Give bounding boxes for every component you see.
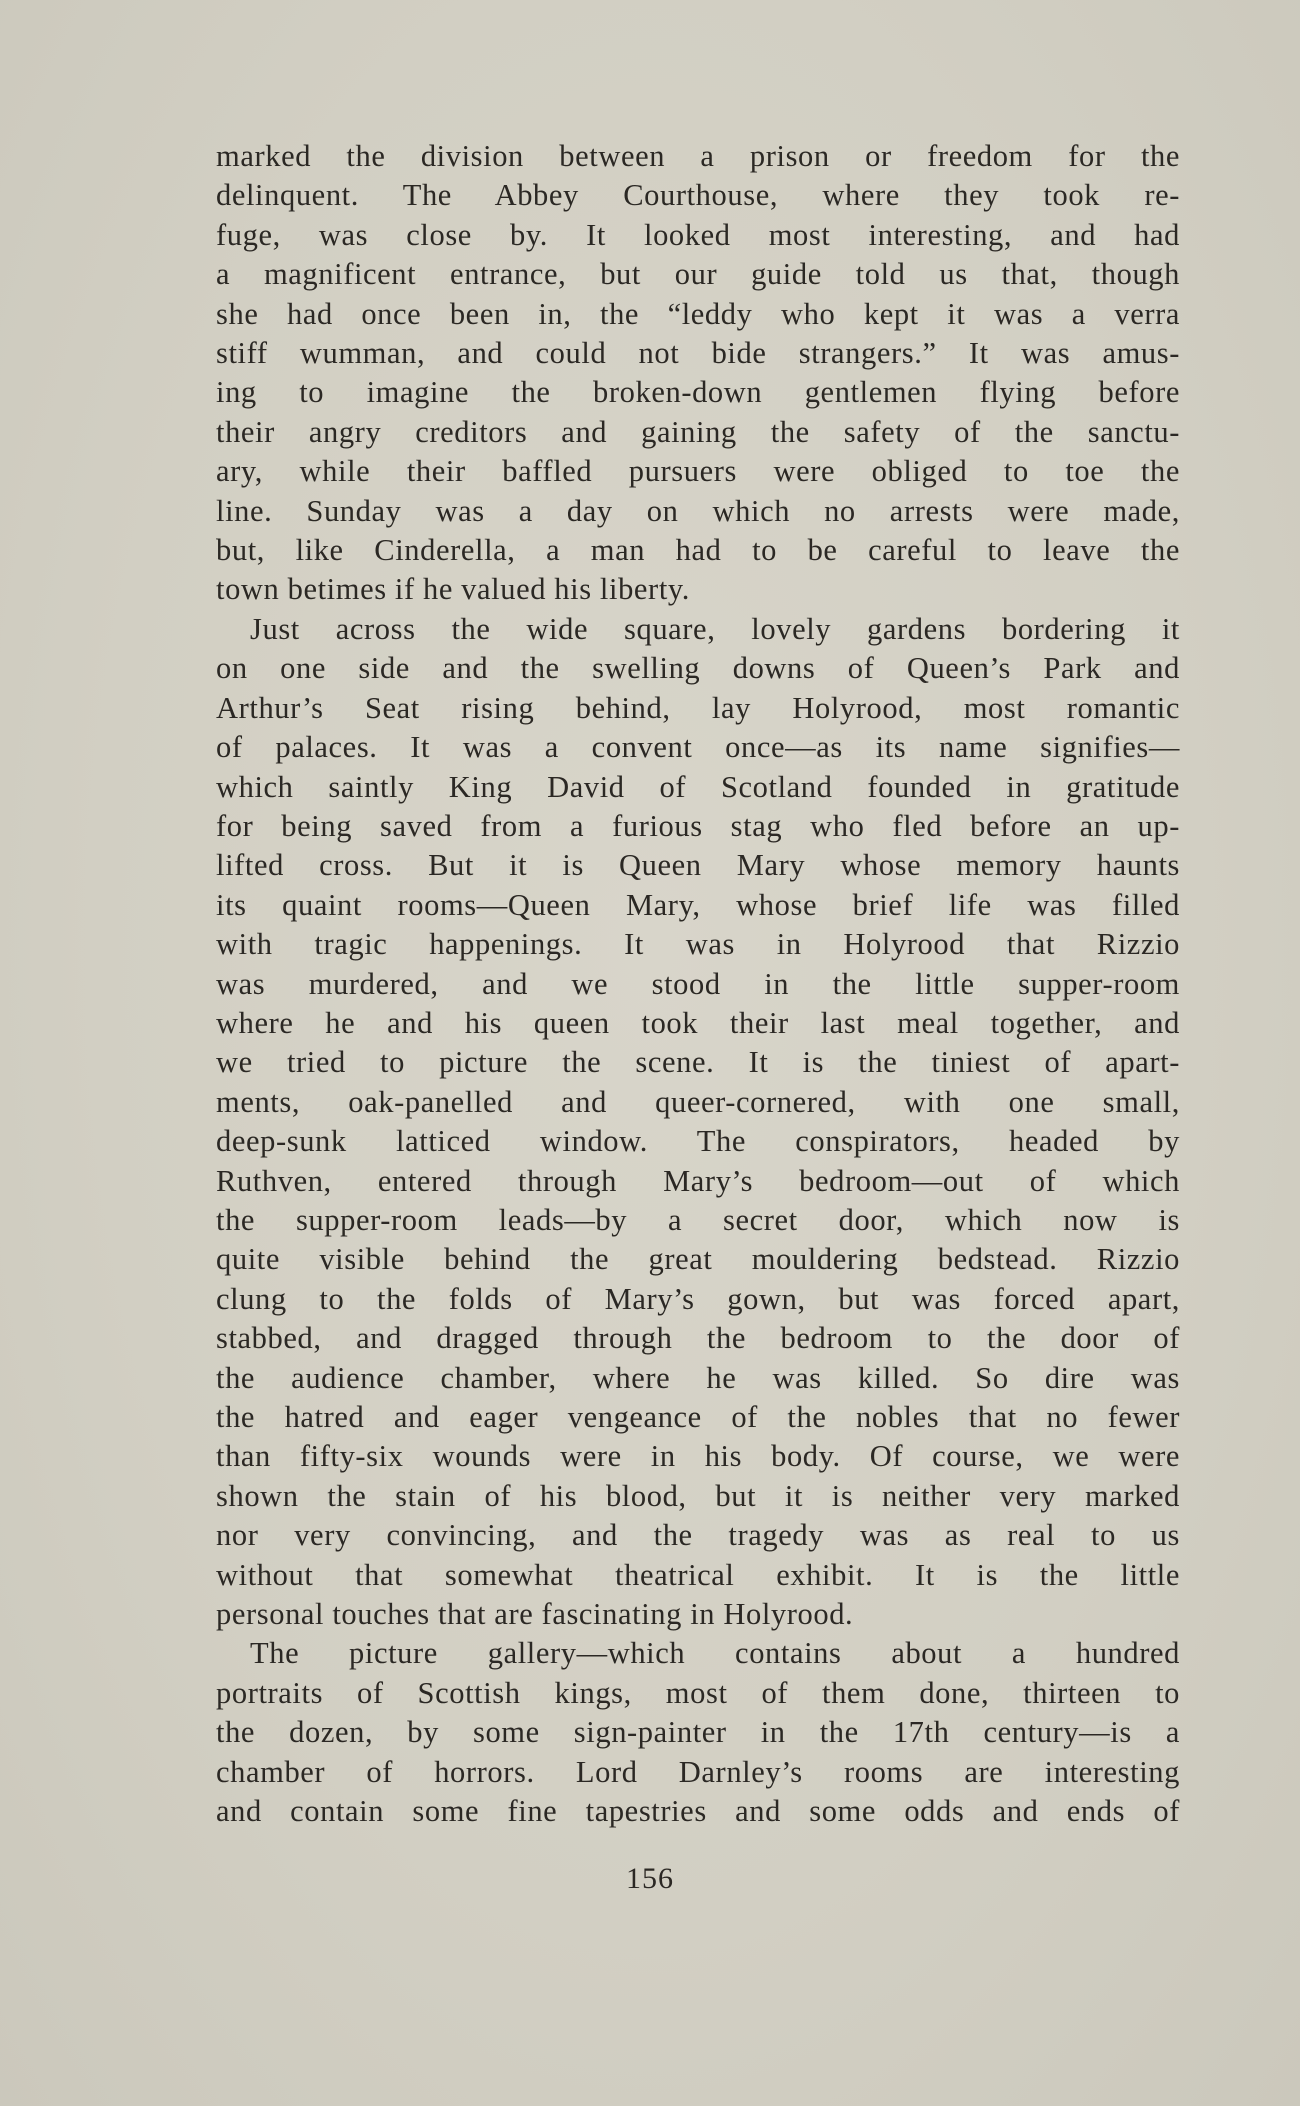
text-line: portraits of Scottish kings, most of them done, thirteen to xyxy=(216,1675,1180,1710)
text-line: chamber of horrors. Lord Darnley’s rooms are interesting xyxy=(216,1754,1180,1789)
text-line: with tragic happenings. It was in Holyrood that Rizzio xyxy=(216,927,1180,962)
text-line: a magnificent entrance, but our guide told us that, though xyxy=(216,257,1180,292)
text-line: their angry creditors and gaining the safety of the sanctu- xyxy=(216,414,1180,449)
text-line: than fifty-six wounds were in his body. Of course, we were xyxy=(216,1439,1180,1474)
text-line: ing to imagine the broken-down gentlemen flying before xyxy=(216,375,1180,410)
page-body-text xyxy=(216,137,1180,1831)
text-line: we tried to picture the scene. It is the tiniest of apart- xyxy=(216,1045,1180,1080)
text-line: which saintly King David of Scotland founded in gratitude xyxy=(216,769,1180,804)
text-line: town betimes if he valued his liberty. xyxy=(216,572,690,607)
text-line: Arthur’s Seat rising behind, lay Holyrood, most romantic xyxy=(216,690,1180,725)
text-line: stiff wumman, and could not bide strangers.” It was amus- xyxy=(216,336,1180,371)
text-line: the dozen, by some sign-painter in the 17th century—is a xyxy=(216,1715,1180,1750)
text-line: ments, oak-panelled and queer-cornered, with one small, xyxy=(216,1084,1180,1119)
text-line: quite visible behind the great mouldering bedstead. Rizzio xyxy=(216,1242,1180,1277)
text-line: shown the stain of his blood, but it is neither very marked xyxy=(216,1478,1180,1513)
text-line: line. Sunday was a day on which no arrests were made, xyxy=(216,493,1180,528)
text-line: the audience chamber, where he was killed. So dire was xyxy=(216,1360,1180,1395)
text-line: Ruthven, entered through Mary’s bedroom—out of which xyxy=(216,1163,1180,1198)
text-line: fuge, was close by. It looked most interesting, and had xyxy=(216,217,1180,252)
text-line: was murdered, and we stood in the little supper-room xyxy=(216,966,1180,1001)
text-line: for being saved from a furious stag who fled before an up- xyxy=(216,808,1180,843)
paragraph xyxy=(216,137,1180,610)
text-line: its quaint rooms—Queen Mary, whose brief life was filled xyxy=(216,887,1180,922)
page-number: 156 xyxy=(626,1862,674,1895)
text-line: but, like Cinderella, a man had to be careful to leave the xyxy=(216,533,1180,568)
text-line: Just across the wide square, lovely gardens bordering it xyxy=(250,611,1180,646)
text-line: where he and his queen took their last meal together, and xyxy=(216,1005,1180,1040)
text-line: ary, while their baffled pursuers were obliged to toe the xyxy=(216,454,1180,489)
paragraph xyxy=(216,1634,1180,1831)
text-line: on one side and the swelling downs of Queen’s Park and xyxy=(216,651,1180,686)
text-line: The picture gallery—which contains about a hundred xyxy=(250,1636,1180,1671)
text-line: the supper-room leads—by a secret door, which now is xyxy=(216,1202,1180,1237)
text-line: without that somewhat theatrical exhibit. It is the little xyxy=(216,1557,1180,1592)
text-line: nor very convincing, and the tragedy was as real to us xyxy=(216,1518,1180,1553)
text-line: deep-sunk latticed window. The conspirators, headed by xyxy=(216,1124,1180,1159)
text-line: delinquent. The Abbey Courthouse, where they took re- xyxy=(216,178,1180,213)
text-line: lifted cross. But it is Queen Mary whose memory haunts xyxy=(216,848,1180,883)
text-line: and contain some fine tapestries and some odds and ends of xyxy=(216,1794,1180,1829)
text-line: personal touches that are fascinating in Holyrood. xyxy=(216,1597,854,1632)
text-line: she had once been in, the “leddy who kept it was a verra xyxy=(216,296,1180,331)
text-line: clung to the folds of Mary’s gown, but was forced apart, xyxy=(216,1281,1180,1316)
text-line: stabbed, and dragged through the bedroom to the door of xyxy=(216,1321,1180,1356)
text-line: of palaces. It was a convent once—as its name signifies— xyxy=(216,730,1180,765)
text-line: the hatred and eager vengeance of the nobles that no fewer xyxy=(216,1400,1180,1434)
text-line: marked the division between a prison or freedom for the xyxy=(216,139,1180,173)
paragraph xyxy=(216,610,1180,1635)
